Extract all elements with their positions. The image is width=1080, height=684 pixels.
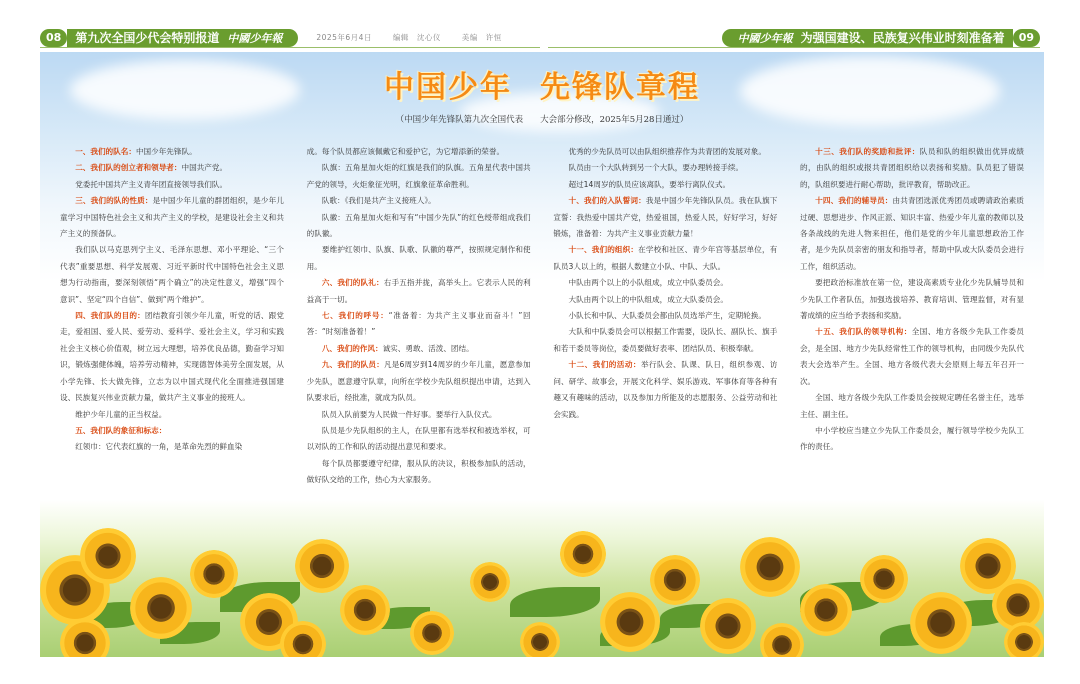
charter-paragraph xyxy=(307,341,531,357)
sunflower-field-illustration xyxy=(40,512,1044,657)
charter-paragraph xyxy=(553,177,777,193)
article-text: 凡是6周岁到14周岁的少年儿童，愿意参加少先队，愿意遵守队章，向所在学校少先队组织提出申请，达到入队要求后，经批准，就成为队员。 xyxy=(306,360,531,403)
charter-paragraph xyxy=(800,390,1024,423)
newspaper-logo-left: 中國少年報 xyxy=(227,31,283,45)
article-text: 成。每个队员都应该佩戴它和爱护它，为它增添新的荣誉。 xyxy=(306,147,505,156)
sunflower-decoration xyxy=(80,528,136,584)
article-text: 小队长和中队、大队委员会都由队员选举产生，定期轮换。 xyxy=(568,311,766,321)
charter-paragraph xyxy=(60,193,284,242)
article-text: 中国共产党。 xyxy=(181,163,228,173)
leaf-decoration xyxy=(510,587,600,617)
charter-paragraph xyxy=(800,423,1024,456)
charter-paragraph xyxy=(800,193,1024,275)
charter-paragraph xyxy=(307,407,531,423)
title-part-1: 中国少年 xyxy=(384,70,512,105)
article-text: 诚实、勇敢、活泼、团结。 xyxy=(382,343,474,353)
right-section-band xyxy=(722,29,1013,47)
article-text: 要维护红领巾、队旗、队歌、队徽的尊严，按照规定制作和使用。 xyxy=(306,245,531,271)
sunflower-decoration xyxy=(190,550,238,598)
sunflower-decoration xyxy=(800,584,852,636)
article-text: 队员由一个大队转到另一个大队，要办理转接手续。 xyxy=(568,163,744,173)
article-text: 举行队会、队课、队日，组织参观、访问、研学、故事会，开展文化科学、娱乐游戏、军事体育等各种有趣又有趣味的活动，以及参加力所能及的志愿服务、公益劳动和社会实践。 xyxy=(553,360,778,419)
right-page-number: 09 xyxy=(1013,29,1040,47)
article-text: 红领巾：它代表红旗的一角，是革命先烈的鲜血染 xyxy=(75,442,243,452)
charter-columns xyxy=(60,144,1024,489)
charter-paragraph xyxy=(307,193,531,209)
charter-paragraph xyxy=(553,242,777,275)
left-page-header xyxy=(40,28,540,48)
charter-paragraph xyxy=(60,423,284,439)
sunflower-decoration xyxy=(130,577,192,639)
charter-paragraph xyxy=(553,357,777,423)
sunflower-decoration xyxy=(740,537,800,597)
newspaper-logo-right: 中國少年報 xyxy=(737,31,793,45)
article-text: 队员和队的组织做出优异成绩的，由队的组织或报共青团组织给以表扬和奖励。队员犯了错误的，队组织要进行耐心帮助，批评教育，帮助改正。 xyxy=(799,147,1024,189)
sunflower-decoration xyxy=(295,539,349,593)
left-page-number: 08 xyxy=(40,29,67,47)
article-text: 要把政治标准放在第一位，建设高素质专业化少先队辅导员和少先队工作者队伍，加强选拔培养、教育培训、管理监督，对有显著成绩的应当给予表扬和奖励。 xyxy=(799,278,1024,321)
charter-paragraph xyxy=(800,324,1024,390)
sunflower-decoration xyxy=(700,598,756,654)
article-text: 党委托中国共产主义青年团直接领导我们队。 xyxy=(75,179,228,189)
sunflower-decoration xyxy=(340,585,390,635)
article-text: 全国、地方各级少先队工作委员会按规定聘任名誉主任，选举主任、副主任。 xyxy=(799,393,1024,419)
issue-date: 2025年6月4日 xyxy=(316,33,372,42)
charter-paragraph xyxy=(60,177,284,193)
charter-paragraph xyxy=(307,242,531,275)
article-text: 我是中国少年先锋队队员。我在队旗下宣誓：我热爱中国共产党，热爱祖国，热爱人民，好好学习，好好锻炼，准备着：为共产主义事业贡献力量！ xyxy=(553,196,778,239)
charter-paragraph xyxy=(60,144,284,160)
sunflower-decoration xyxy=(860,555,908,603)
article-heading: 四、我们队的目的： xyxy=(75,311,145,321)
article-text: 右手五指并拢，高举头上。它表示人民的利益高于一切。 xyxy=(306,278,531,304)
article-heading: 三、我们的队的性质： xyxy=(75,196,153,206)
charter-paragraph xyxy=(307,456,531,489)
issue-meta xyxy=(316,32,519,43)
article-text: 在学校和社区、青少年宫等基层单位，有队员3人以上的，根据人数建立小队、中队、大队。 xyxy=(553,245,778,271)
article-text: 全国、地方各级少先队工作委员会，是全国、地方少先队经常性工作的领导机构，由同级少先队代表大会选举产生。全国、地方各级代表大会原则上每五年召开一次。 xyxy=(799,327,1024,386)
article-text: 是中国少年儿童的群团组织，是少年儿童学习中国特色社会主义和共产主义的学校，是建设社会主义和共产主义的预备队。 xyxy=(60,196,284,239)
charter-paragraph xyxy=(307,275,531,308)
article-heading: 七、我们的呼号： xyxy=(321,311,389,321)
article-heading: 十二、我们的活动： xyxy=(568,360,641,370)
page-subtitle: （中国少年先锋队第九次全国代表 大会部分修改，2025年5月28日通过） xyxy=(395,115,689,125)
sunflower-decoration xyxy=(560,531,606,577)
charter-paragraph xyxy=(800,144,1024,193)
sunflower-decoration xyxy=(910,592,972,654)
article-text: 维护少年儿童的正当权益。 xyxy=(75,409,167,419)
article-text: 中小学校应当建立少先队工作委员会，履行领导学校少先队工作的责任。 xyxy=(799,425,1024,452)
charter-paragraph xyxy=(307,160,531,193)
charter-paragraph xyxy=(307,423,531,456)
title-part-2: 先锋队章程 xyxy=(540,70,700,105)
article-text: 优秀的少先队员可以由队组织推荐作为共青团的发展对象。 xyxy=(568,147,766,156)
article-text: 队员入队前要为人民做一件好事。要举行入队仪式。 xyxy=(321,409,497,419)
article-heading: 十一、我们的组织： xyxy=(568,245,639,255)
charter-paragraph xyxy=(553,275,777,291)
left-section-band xyxy=(67,29,298,47)
sunflower-decoration xyxy=(470,562,510,602)
article-text: 队旗：五角星加火炬的红旗是我们的队旗。五角星代表中国共产党的领导，火炬象征光明，红旗象征革命胜利。 xyxy=(306,163,531,189)
charter-paragraph xyxy=(307,210,531,243)
article-heading: 一、我们的队名： xyxy=(75,147,136,156)
charter-paragraph xyxy=(307,144,531,160)
sunflower-decoration xyxy=(410,611,454,655)
article-heading: 十三、我们队的奖励和批评： xyxy=(815,147,920,156)
article-heading: 九、我们的队员： xyxy=(321,360,384,370)
right-section-title: 为强国建设、民族复兴伟业时刻准备着 xyxy=(800,31,1005,45)
article-text: 队徽：五角星加火炬和写有“中国少先队”的红色绶带组成我们的队徽。 xyxy=(306,212,531,239)
charter-paragraph xyxy=(553,292,777,308)
designer-credit: 美编 许恒 xyxy=(461,33,502,42)
article-text: 中国少年先锋队。 xyxy=(135,147,197,156)
sunflower-decoration xyxy=(760,623,804,657)
page-title xyxy=(40,62,1044,106)
charter-paragraph xyxy=(553,308,777,324)
charter-paragraph xyxy=(60,242,284,308)
article-text: 大队和中队委员会可以根据工作需要，设队长、副队长、旗手和若干委员等岗位，委员要做好表率、团结队员、积极奉献。 xyxy=(553,327,778,353)
charter-paragraph xyxy=(60,160,284,176)
charter-paragraph xyxy=(60,439,284,455)
sunflower-decoration xyxy=(280,621,326,658)
text-column-2 xyxy=(307,144,531,489)
left-section-title: 第九次全国少代会特别报道 xyxy=(75,31,220,45)
charter-paragraph xyxy=(60,407,284,423)
charter-panel xyxy=(40,52,1044,657)
article-text: 大队由两个以上的中队组成，成立大队委员会。 xyxy=(568,294,728,304)
charter-paragraph xyxy=(553,324,777,357)
sunflower-decoration xyxy=(520,622,560,657)
article-heading: 二、我们队的创立者和领导者： xyxy=(75,163,182,173)
charter-paragraph xyxy=(800,275,1024,324)
sunflower-decoration xyxy=(600,592,660,652)
article-text: 团结教育引领少年儿童，听党的话、跟党走，爱祖国、爱人民、爱劳动、爱科学、爱社会主义，学习和实践社会主义核心价值观，树立远大理想，培养优良品德，勤奋学习知识，锻炼强健体魄，培养劳动精神，实现德智体美劳全面发展，从小学先锋、长大做先锋，立志为以中国式现代化全面推进强国建设、民族复兴伟业贡献力量，做共产主义事业的接班人。 xyxy=(60,311,285,403)
article-text: 超过14周岁的队员应该离队，要举行离队仪式。 xyxy=(568,179,731,189)
charter-paragraph xyxy=(307,308,531,341)
right-page-header xyxy=(548,28,1040,48)
article-heading: 六、我们的队礼： xyxy=(321,278,384,288)
article-heading: 五、我们队的象征和标志： xyxy=(75,425,167,435)
charter-paragraph xyxy=(307,357,531,406)
text-column-3 xyxy=(553,144,777,489)
article-heading: 八、我们的作风： xyxy=(321,343,383,353)
editor-credit: 编辑 沈心仪 xyxy=(392,33,441,42)
article-text: “准备着：为共产主义事业而奋斗！”回答：“时刻准备着！” xyxy=(306,311,531,337)
sunflower-decoration xyxy=(1004,622,1044,657)
article-text: 每个队员都要遵守纪律，服从队的决议，积极参加队的活动，做好队交给的工作，热心为大家服务。 xyxy=(306,458,531,485)
charter-paragraph xyxy=(553,193,777,242)
article-heading: 十五、我们队的领导机构： xyxy=(815,327,912,337)
article-text: 中队由两个以上的小队组成，成立中队委员会。 xyxy=(568,278,728,288)
article-text: 队员是少先队组织的主人，在队里都有选举权和被选举权，可以对队的工作和队的活动提出意见和要求。 xyxy=(306,425,531,452)
charter-paragraph xyxy=(553,160,777,176)
sunflower-decoration xyxy=(650,555,700,605)
charter-paragraph xyxy=(553,144,777,160)
text-column-4 xyxy=(800,144,1024,489)
article-text: 队歌：《我们是共产主义接班人》。 xyxy=(321,196,436,206)
article-heading: 十、我们的入队誓词： xyxy=(568,196,646,206)
text-column-1 xyxy=(60,144,284,489)
article-text: 由共青团选派优秀团员或聘请政治素质过硬、思想进步、作风正派、知识丰富、热爱少年儿童的教师以及各条战线的先进人物来担任，他们是党的少年儿童思想政治工作者，是少先队员亲密的朋友和指导者，帮助中队或大队委员会进行工作，组织活动。 xyxy=(799,196,1024,271)
article-text: 我们队以马克思列宁主义、毛泽东思想、邓小平理论、“三个代表”重要思想、科学发展观、习近平新时代中国特色社会主义思想为行动指南，要深刻领悟“两个确立”的决定性意义，增强“四个意识”、坚定“四个自信”、做到“两个维护”。 xyxy=(60,245,284,304)
article-heading: 十四、我们的辅导员： xyxy=(815,196,893,206)
charter-paragraph xyxy=(60,308,284,406)
